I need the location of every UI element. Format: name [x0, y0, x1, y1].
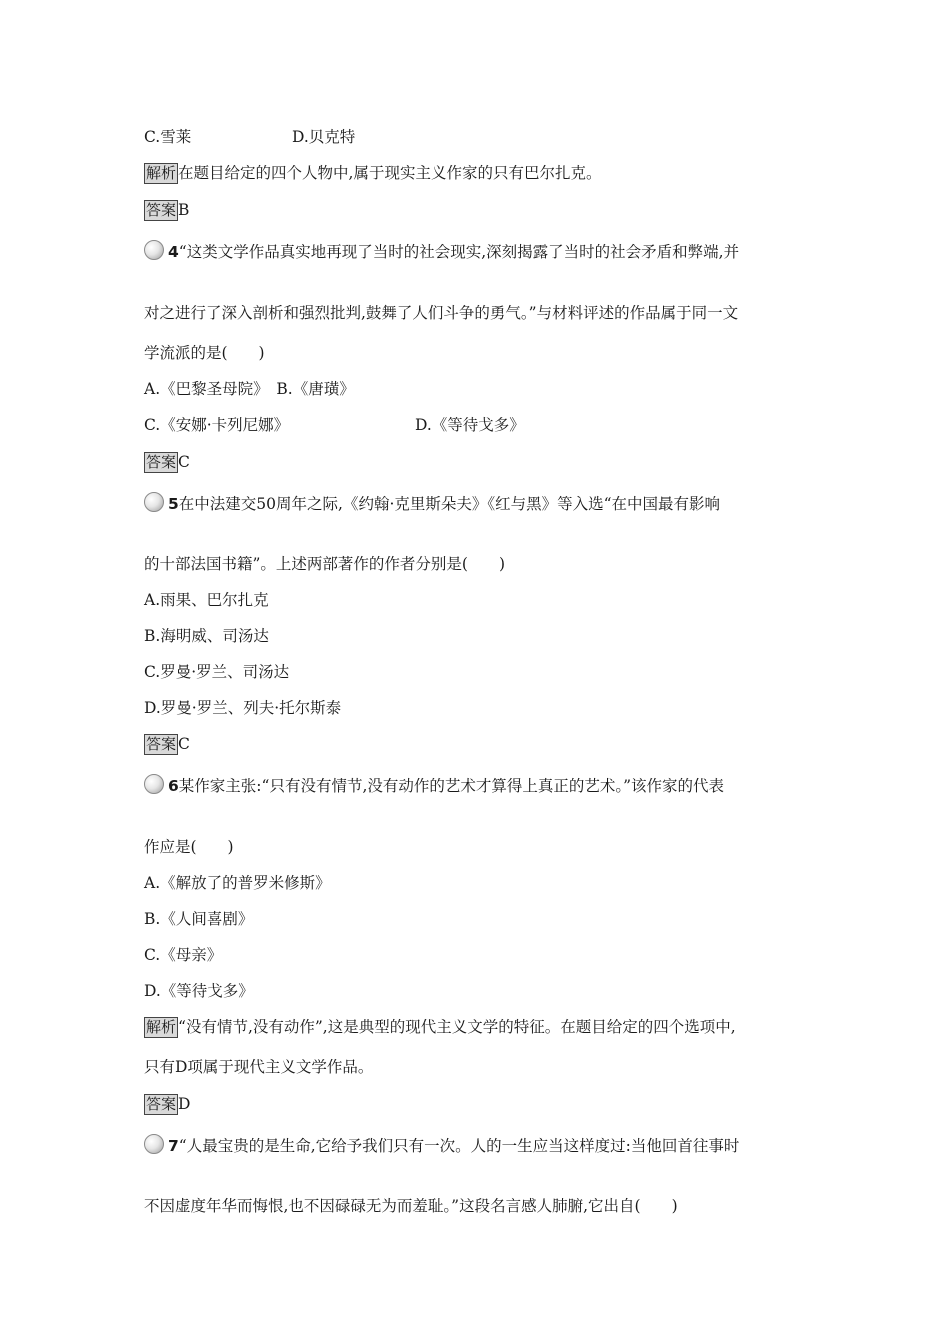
question-number: 5 [168, 495, 179, 513]
q7-stem-line1 [144, 1134, 739, 1157]
answer-value: C [178, 735, 190, 753]
analysis-text-1: “没有情节,没有动作”,这是典型的现代主义文学的特征。在题目给定的四个选项中, [178, 1018, 736, 1036]
analysis-tag: 解析 [146, 164, 177, 182]
q5-option-c: C.罗曼·罗兰、司汤达 [144, 663, 290, 681]
q5-stem-line1 [144, 492, 720, 515]
q4-text-1: “这类文学作品真实地再现了当时的社会现实,深刻揭露了当时的社会矛盾和弊端,并 [178, 243, 740, 261]
q4-stem-line3: 学流派的是( ) [144, 344, 265, 362]
q5-option-d: D.罗曼·罗兰、列夫·托尔斯泰 [144, 699, 342, 717]
answer-value: B [178, 201, 190, 219]
q6-stem-line1 [144, 774, 724, 797]
q3-option-d: D.贝克特 [292, 128, 356, 146]
q5-text-1: 在中法建交50周年之际,《约翰·克里斯朵夫》《红与黑》等入选“在中国最有影响 [178, 495, 721, 513]
q5-option-b: B.海明威、司汤达 [144, 627, 269, 645]
analysis-text: 在题目给定的四个人物中,属于现实主义作家的只有巴尔扎克。 [178, 164, 602, 182]
q5-option-a: A.雨果、巴尔扎克 [144, 591, 269, 609]
q4-option-c: C.《安娜·卡列尼娜》 [144, 416, 290, 434]
q3-option-c: C.雪莱 [144, 128, 192, 146]
answer-tag: 答案 [146, 735, 177, 753]
question-bullet-icon [144, 774, 164, 794]
question-bullet-icon [144, 240, 164, 260]
q3-answer [144, 199, 189, 221]
q6-analysis-line2: 只有D项属于现代主义文学作品。 [144, 1058, 374, 1076]
q6-answer [144, 1093, 190, 1115]
q4-answer [144, 451, 190, 473]
q5-answer [144, 733, 190, 755]
q5-stem-line2: 的十部法国书籍”。上述两部著作的作者分别是( ) [144, 555, 506, 573]
q6-analysis-line1 [144, 1016, 736, 1038]
q6-option-b: B.《人间喜剧》 [144, 910, 254, 928]
answer-value: D [178, 1095, 191, 1113]
question-number: 6 [168, 777, 179, 795]
q4-option-d: D.《等待戈多》 [415, 416, 525, 434]
question-bullet-icon [144, 492, 164, 512]
q3-analysis [144, 162, 601, 184]
analysis-tag: 解析 [146, 1018, 177, 1036]
q7-text-1: “人最宝贵的是生命,它给予我们只有一次。人的一生应当这样度过:当他回首往事时 [178, 1137, 740, 1155]
q6-option-d: D.《等待戈多》 [144, 982, 254, 1000]
q6-text-1: 某作家主张:“只有没有情节,没有动作的艺术才算得上真正的艺术。”该作家的代表 [178, 777, 725, 795]
answer-tag: 答案 [146, 453, 177, 471]
question-number: 4 [168, 243, 179, 261]
answer-tag: 答案 [146, 201, 177, 219]
q4-option-ab: A.《巴黎圣母院》 B.《唐璜》 [144, 380, 355, 398]
q6-option-c: C.《母亲》 [144, 946, 223, 964]
question-number: 7 [168, 1137, 179, 1155]
q6-stem-line2: 作应是( ) [144, 838, 234, 856]
answer-tag: 答案 [146, 1095, 177, 1113]
question-bullet-icon [144, 1134, 164, 1154]
q7-stem-line2: 不因虚度年华而悔恨,也不因碌碌无为而羞耻。”这段名言感人肺腑,它出自( ) [144, 1197, 678, 1215]
q6-option-a: A.《解放了的普罗米修斯》 [144, 874, 331, 892]
q4-stem-line1 [144, 240, 739, 263]
answer-value: C [178, 453, 190, 471]
q4-stem-line2: 对之进行了深入剖析和强烈批判,鼓舞了人们斗争的勇气。”与材料评述的作品属于同一文 [144, 304, 739, 322]
